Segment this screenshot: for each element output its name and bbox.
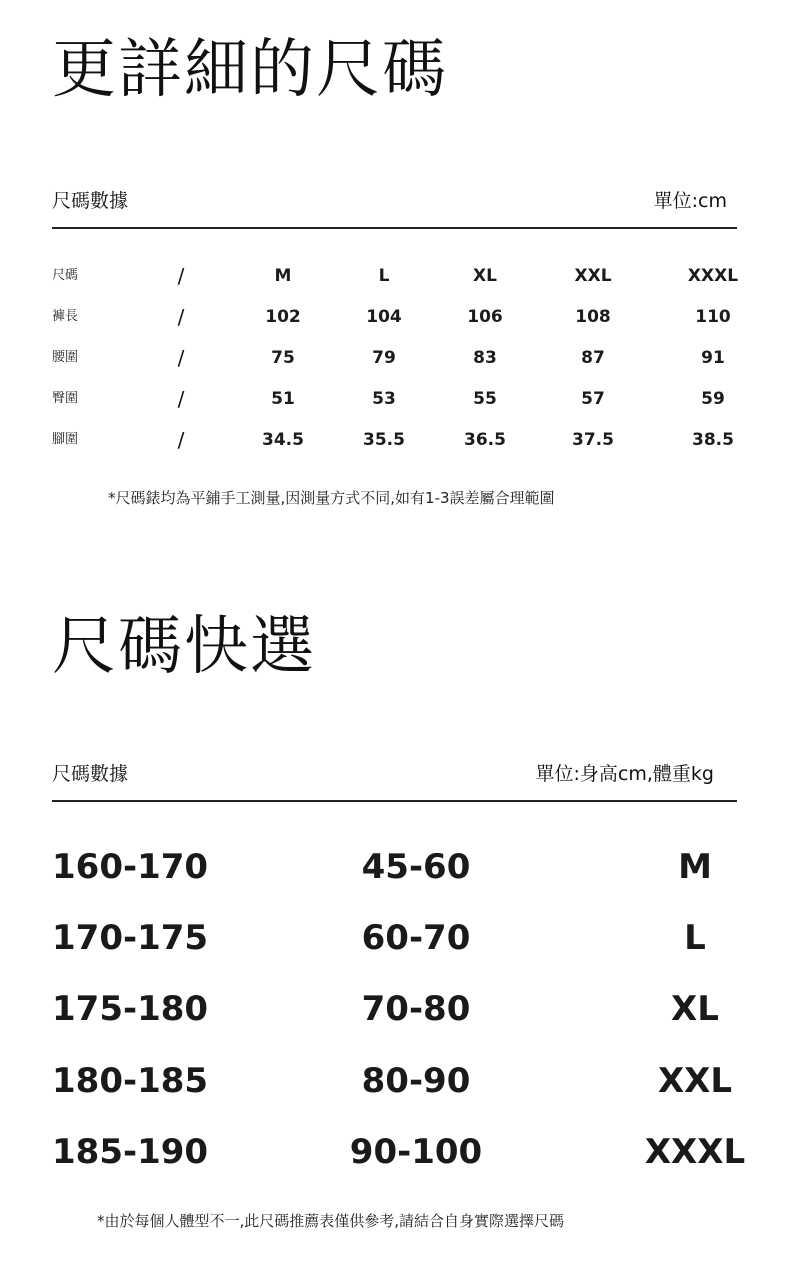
recommended-size: XXXL [644, 1132, 746, 1172]
quick-footnote: *由於每個人體型不一,此尺碼推薦表僅供參考,請結合自身實際選擇尺碼 [97, 1212, 565, 1230]
row-separator: / [177, 346, 185, 370]
list-item [0, 984, 790, 1034]
header-size-xxxl: XXXL [687, 266, 739, 286]
detail-footnote: *尺碼錶均為平鋪手工測量,因測量方式不同,如有1-3誤差屬合理範圍 [108, 489, 555, 507]
list-item [0, 913, 790, 963]
detail-title: 更詳細的尺碼 [52, 33, 448, 107]
list-item [0, 842, 790, 892]
table-cell: 57 [581, 389, 605, 409]
header-size-label: 尺碼 [52, 268, 79, 283]
weight-range: 60-70 [361, 918, 471, 958]
row-separator: / [177, 305, 185, 329]
weight-range: 70-80 [361, 989, 471, 1029]
height-range: 185-190 [52, 1132, 209, 1172]
weight-range: 90-100 [349, 1132, 483, 1172]
height-range: 160-170 [52, 847, 209, 887]
detail-data-label: 尺碼數據 [52, 190, 129, 212]
table-cell: 87 [581, 348, 605, 368]
header-size-xxl: XXL [574, 266, 612, 286]
row-separator: / [177, 387, 185, 411]
table-cell: 106 [467, 307, 503, 327]
table-cell: 34.5 [262, 430, 304, 450]
table-cell: 79 [372, 348, 396, 368]
header-separator: / [177, 264, 185, 288]
height-range: 170-175 [52, 918, 209, 958]
row-label: 褲長 [52, 309, 79, 324]
header-size-l: L [378, 266, 390, 286]
list-item [0, 1056, 790, 1106]
table-cell: 35.5 [363, 430, 405, 450]
detail-divider [52, 227, 737, 229]
table-cell: 37.5 [572, 430, 614, 450]
detail-unit-label: 單位:cm [653, 190, 727, 212]
recommended-size: M [678, 847, 712, 887]
recommended-size: XL [671, 989, 719, 1029]
table-cell: 59 [701, 389, 725, 409]
quick-data-label: 尺碼數據 [52, 763, 129, 785]
table-cell: 110 [695, 307, 731, 327]
table-cell: 104 [366, 307, 402, 327]
table-cell: 38.5 [692, 430, 734, 450]
table-cell: 83 [473, 348, 497, 368]
table-cell: 75 [271, 348, 295, 368]
table-row [0, 425, 790, 455]
row-label: 腰圍 [52, 350, 79, 365]
weight-range: 80-90 [361, 1061, 471, 1101]
header-size-xl: XL [473, 266, 497, 286]
weight-range: 45-60 [361, 847, 471, 887]
height-range: 175-180 [52, 989, 209, 1029]
table-cell: 91 [701, 348, 725, 368]
table-cell: 102 [265, 307, 301, 327]
table-row [0, 384, 790, 414]
table-cell: 108 [575, 307, 611, 327]
row-separator: / [177, 428, 185, 452]
row-label: 臀圍 [52, 391, 79, 406]
quick-title: 尺碼快選 [52, 610, 316, 684]
table-cell: 53 [372, 389, 396, 409]
recommended-size: L [684, 918, 706, 958]
quick-unit-label: 單位:身高cm,體重kg [535, 763, 714, 785]
list-item [0, 1127, 790, 1177]
table-row [0, 302, 790, 332]
header-size-m: M [274, 266, 292, 286]
row-label: 腳圍 [52, 432, 79, 447]
detail-header-row [0, 261, 790, 291]
quick-divider [52, 800, 737, 802]
table-cell: 51 [271, 389, 295, 409]
recommended-size: XXL [657, 1061, 733, 1101]
table-row [0, 343, 790, 373]
table-cell: 36.5 [464, 430, 506, 450]
height-range: 180-185 [52, 1061, 209, 1101]
table-cell: 55 [473, 389, 497, 409]
